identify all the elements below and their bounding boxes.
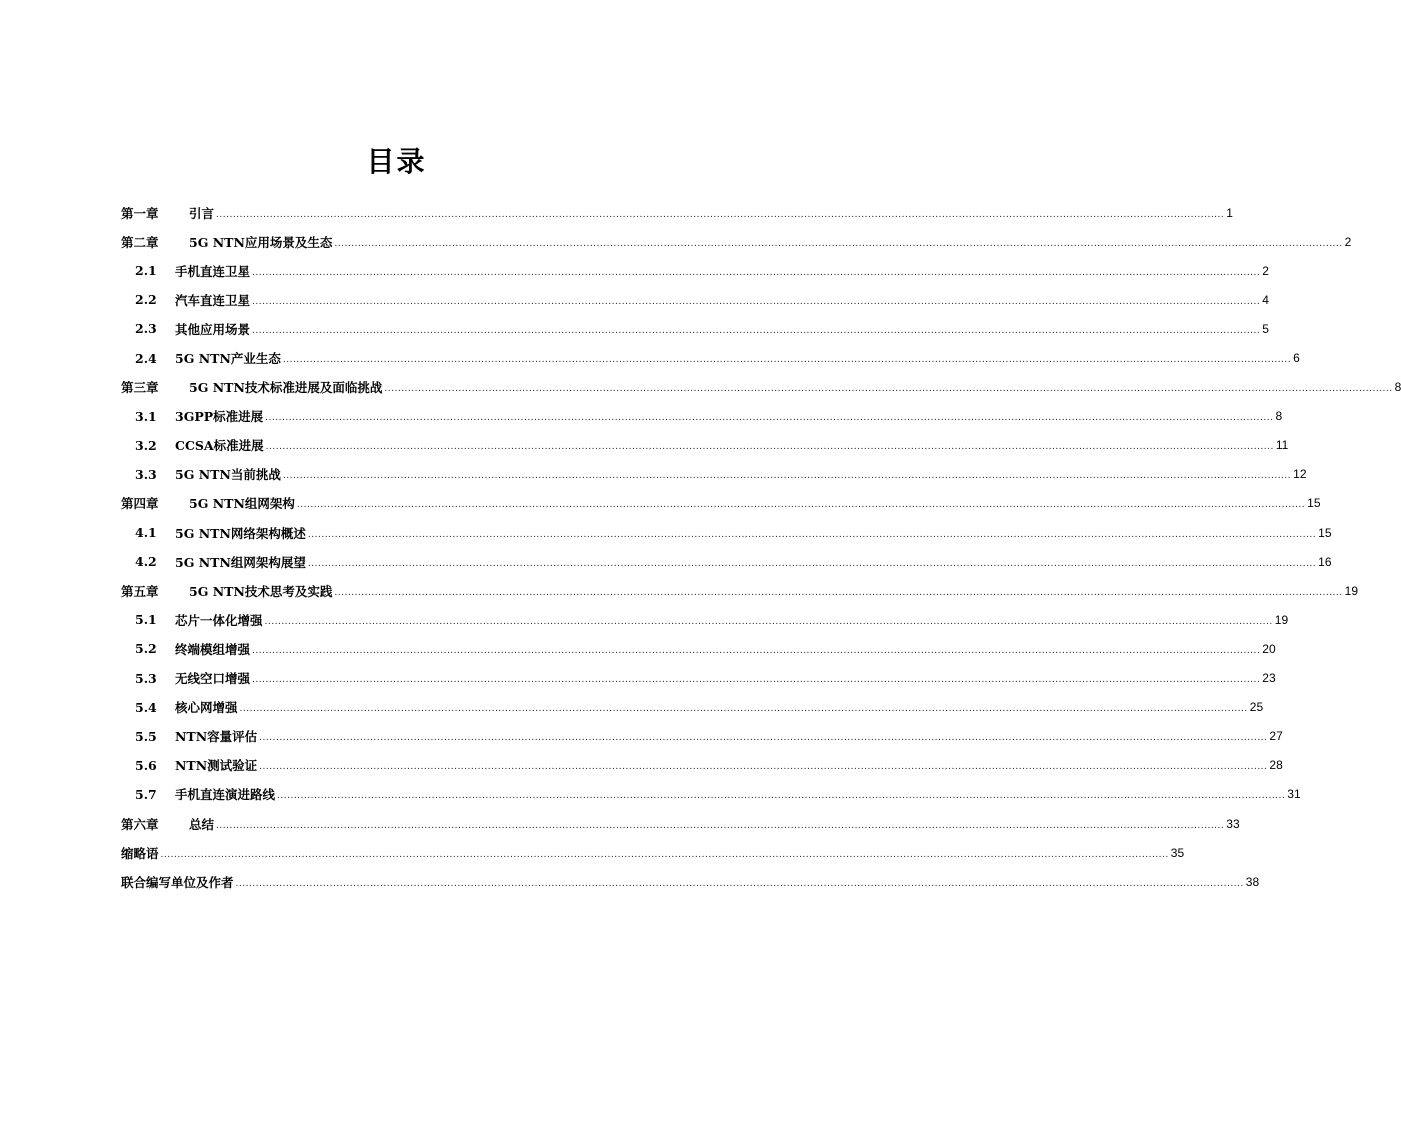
toc-entry-number: 4.2 bbox=[135, 554, 157, 570]
toc-entry-number: 5.1 bbox=[135, 612, 157, 628]
toc-entry-label: 5G NTN网络架构概述 bbox=[175, 525, 306, 541]
toc-entry-page-number: 28 bbox=[1269, 758, 1283, 773]
toc-entry-label: NTN测试验证 bbox=[175, 758, 258, 774]
toc-entry-label: 5G NTN应用场景及生态 bbox=[189, 234, 333, 250]
toc-entry-label: 5G NTN技术思考及实践 bbox=[189, 583, 333, 599]
toc-entry-page-number: 6 bbox=[1293, 351, 1300, 366]
toc-entry-label: CCSA标准进展 bbox=[175, 438, 264, 454]
toc-entry-label: 核心网增强 bbox=[175, 700, 238, 716]
toc-dot-leader: ............................................................................................................................................................................................................................................................................................................ bbox=[252, 645, 1261, 656]
toc-entry[interactable] bbox=[121, 664, 1276, 693]
toc-entry-label: 其他应用场景 bbox=[175, 321, 251, 337]
toc-entry-page-number: 1 bbox=[1226, 205, 1233, 220]
toc-entry-page-number: 2 bbox=[1262, 263, 1269, 278]
toc-entry[interactable] bbox=[121, 227, 1352, 256]
toc-entry[interactable] bbox=[121, 809, 1240, 838]
toc-entry-number: 第五章 bbox=[121, 583, 159, 599]
toc-dot-leader: ............................................................................................................................................................................................................................................................................................................ bbox=[334, 238, 1343, 249]
toc-entry[interactable] bbox=[121, 576, 1359, 605]
toc-entry-label: 5G NTN组网架构 bbox=[189, 496, 295, 512]
toc-entry[interactable] bbox=[121, 343, 1300, 372]
toc-entry-page-number: 12 bbox=[1293, 467, 1307, 482]
toc-dot-leader: ............................................................................................................................................................................................................................................................................................................ bbox=[252, 267, 1261, 278]
toc-dot-leader: ............................................................................................................................................................................................................................................................................................................ bbox=[264, 616, 1273, 627]
toc-entry-number: 2.4 bbox=[135, 350, 157, 366]
toc-entry-page-number: 27 bbox=[1269, 729, 1283, 744]
toc-entry-number: 3.3 bbox=[135, 466, 157, 482]
toc-dot-leader: ............................................................................................................................................................................................................................................................................................................ bbox=[282, 355, 1292, 366]
toc-entry[interactable] bbox=[121, 431, 1289, 460]
toc-entry-page-number: 15 bbox=[1307, 496, 1321, 511]
toc-entry-page-number: 35 bbox=[1170, 845, 1185, 860]
toc-entry-number: 第一章 bbox=[121, 205, 159, 221]
toc-entry[interactable] bbox=[121, 838, 1185, 867]
toc-entry[interactable] bbox=[121, 867, 1260, 896]
toc-entry-number: 第三章 bbox=[121, 380, 159, 396]
toc-dot-leader: ............................................................................................................................................................................................................................................................................................................ bbox=[235, 878, 1244, 889]
toc-dot-leader: ............................................................................................................................................................................................................................................................................................................ bbox=[239, 704, 1248, 715]
toc-entry-number: 3.1 bbox=[135, 408, 157, 424]
toc-entry[interactable] bbox=[121, 634, 1276, 663]
toc-dot-leader: ............................................................................................................................................................................................................................................................................................................ bbox=[307, 558, 1317, 569]
toc-entry-page-number: 5 bbox=[1262, 321, 1269, 336]
toc-dot-leader: ............................................................................................................................................................................................................................................................................................................ bbox=[277, 791, 1286, 802]
toc-entry-number: 5.4 bbox=[135, 699, 157, 715]
toc-entry[interactable] bbox=[121, 460, 1307, 489]
toc-entry-label: 手机直连演进路线 bbox=[175, 787, 276, 803]
toc-entry[interactable] bbox=[121, 198, 1233, 227]
toc-entry[interactable] bbox=[121, 285, 1269, 314]
toc-entry-label: 联合编写单位及作者 bbox=[121, 874, 234, 890]
toc-entry-page-number: 20 bbox=[1262, 641, 1276, 656]
toc-entry[interactable] bbox=[121, 605, 1289, 634]
toc-dot-leader: ............................................................................................................................................................................................................................................................................................................ bbox=[216, 209, 1225, 220]
toc-entry-label: 5G NTN组网架构展望 bbox=[175, 554, 306, 570]
toc-entry-label: 3GPP标准进展 bbox=[175, 409, 264, 425]
toc-entry-label: 缩略语 bbox=[121, 845, 159, 861]
toc-entry[interactable] bbox=[121, 518, 1332, 547]
toc-entry-number: 2.3 bbox=[135, 321, 157, 337]
toc-dot-leader: ............................................................................................................................................................................................................................................................................................................ bbox=[282, 471, 1292, 482]
toc-entry-page-number: 31 bbox=[1287, 787, 1301, 802]
toc-dot-leader: ............................................................................................................................................................................................................................................................................................................ bbox=[296, 500, 1306, 511]
toc-dot-leader: ............................................................................................................................................................................................................................................................................................................ bbox=[252, 296, 1261, 307]
toc-dot-leader: ............................................................................................................................................................................................................................................................................................................ bbox=[252, 325, 1261, 336]
toc-dot-leader: ............................................................................................................................................................................................................................................................................................................ bbox=[259, 762, 1268, 773]
toc-entry-label: 汽车直连卫星 bbox=[175, 292, 251, 308]
toc-entry-page-number: 19 bbox=[1344, 583, 1359, 598]
toc-entry-number: 5.3 bbox=[135, 670, 157, 686]
toc-entry-page-number: 19 bbox=[1274, 612, 1289, 627]
toc-entry-label: 终端模组增强 bbox=[175, 641, 251, 657]
toc-entry-label: 总结 bbox=[189, 816, 215, 832]
page-title: 目录 bbox=[366, 145, 427, 178]
toc-dot-leader: ............................................................................................................................................................................................................................................................................................................ bbox=[160, 849, 1169, 860]
toc-entry-page-number: 8 bbox=[1275, 409, 1283, 424]
toc-dot-leader: ............................................................................................................................................................................................................................................................................................................ bbox=[259, 733, 1268, 744]
toc-entry-page-number: 15 bbox=[1318, 525, 1332, 540]
toc-entry-label: 引言 bbox=[189, 205, 215, 221]
toc-entry-page-number: 33 bbox=[1226, 816, 1240, 831]
toc-dot-leader: ............................................................................................................................................................................................................................................................................................................ bbox=[216, 820, 1225, 831]
toc-dot-leader: ............................................................................................................................................................................................................................................................................................................ bbox=[265, 442, 1274, 453]
toc-entry-page-number: 25 bbox=[1249, 700, 1264, 715]
toc-entry[interactable] bbox=[121, 751, 1283, 780]
toc-entry-page-number: 16 bbox=[1318, 554, 1332, 569]
toc-entry-number: 5.7 bbox=[135, 786, 157, 802]
toc-entry-label: 无线空口增强 bbox=[175, 671, 251, 687]
toc-entry-page-number: 8 bbox=[1394, 380, 1401, 395]
toc-entry-number: 2.2 bbox=[135, 292, 157, 308]
toc-entry-label: NTN容量评估 bbox=[175, 729, 258, 745]
toc-entry-number: 第六章 bbox=[121, 816, 159, 832]
table-of-contents bbox=[121, 198, 1401, 896]
toc-entry-label: 手机直连卫星 bbox=[175, 263, 251, 279]
toc-entry-number: 2.1 bbox=[135, 263, 157, 279]
toc-dot-leader: ............................................................................................................................................................................................................................................................................................................ bbox=[252, 675, 1261, 686]
toc-entry[interactable] bbox=[121, 489, 1321, 518]
toc-dot-leader: ............................................................................................................................................................................................................................................................................................................ bbox=[334, 587, 1343, 598]
toc-entry-label: 5G NTN技术标准进展及面临挑战 bbox=[189, 380, 383, 396]
toc-dot-leader: ............................................................................................................................................................................................................................................................................................................ bbox=[307, 529, 1317, 540]
toc-entry-number: 5.6 bbox=[135, 757, 157, 773]
toc-entry[interactable] bbox=[121, 314, 1269, 343]
toc-entry-page-number: 2 bbox=[1344, 234, 1352, 249]
toc-entry[interactable] bbox=[121, 256, 1269, 285]
toc-entry[interactable] bbox=[121, 373, 1401, 402]
toc-entry[interactable] bbox=[121, 402, 1283, 431]
toc-dot-leader: ............................................................................................................................................................................................................................................................................................................ bbox=[265, 413, 1274, 424]
toc-entry[interactable] bbox=[121, 722, 1283, 751]
toc-dot-leader: ............................................................................................................................................................................................................................................................................................................ bbox=[384, 384, 1393, 395]
toc-entry-page-number: 11 bbox=[1275, 438, 1289, 453]
toc-entry-page-number: 4 bbox=[1262, 292, 1269, 307]
toc-entry-page-number: 23 bbox=[1262, 671, 1276, 686]
toc-entry-number: 5.5 bbox=[135, 728, 157, 744]
toc-entry-label: 5G NTN产业生态 bbox=[175, 351, 281, 367]
toc-entry-label: 芯片一体化增强 bbox=[175, 612, 263, 628]
toc-entry[interactable] bbox=[121, 547, 1332, 576]
toc-entry[interactable] bbox=[121, 693, 1264, 722]
toc-entry[interactable] bbox=[121, 780, 1301, 809]
toc-entry-number: 5.2 bbox=[135, 641, 157, 657]
toc-entry-number: 4.1 bbox=[135, 525, 157, 541]
toc-entry-number: 3.2 bbox=[135, 437, 157, 453]
toc-entry-label: 5G NTN当前挑战 bbox=[175, 467, 281, 483]
toc-entry-number: 第二章 bbox=[121, 234, 159, 250]
toc-entry-page-number: 38 bbox=[1245, 874, 1260, 889]
toc-entry-number: 第四章 bbox=[121, 496, 159, 512]
